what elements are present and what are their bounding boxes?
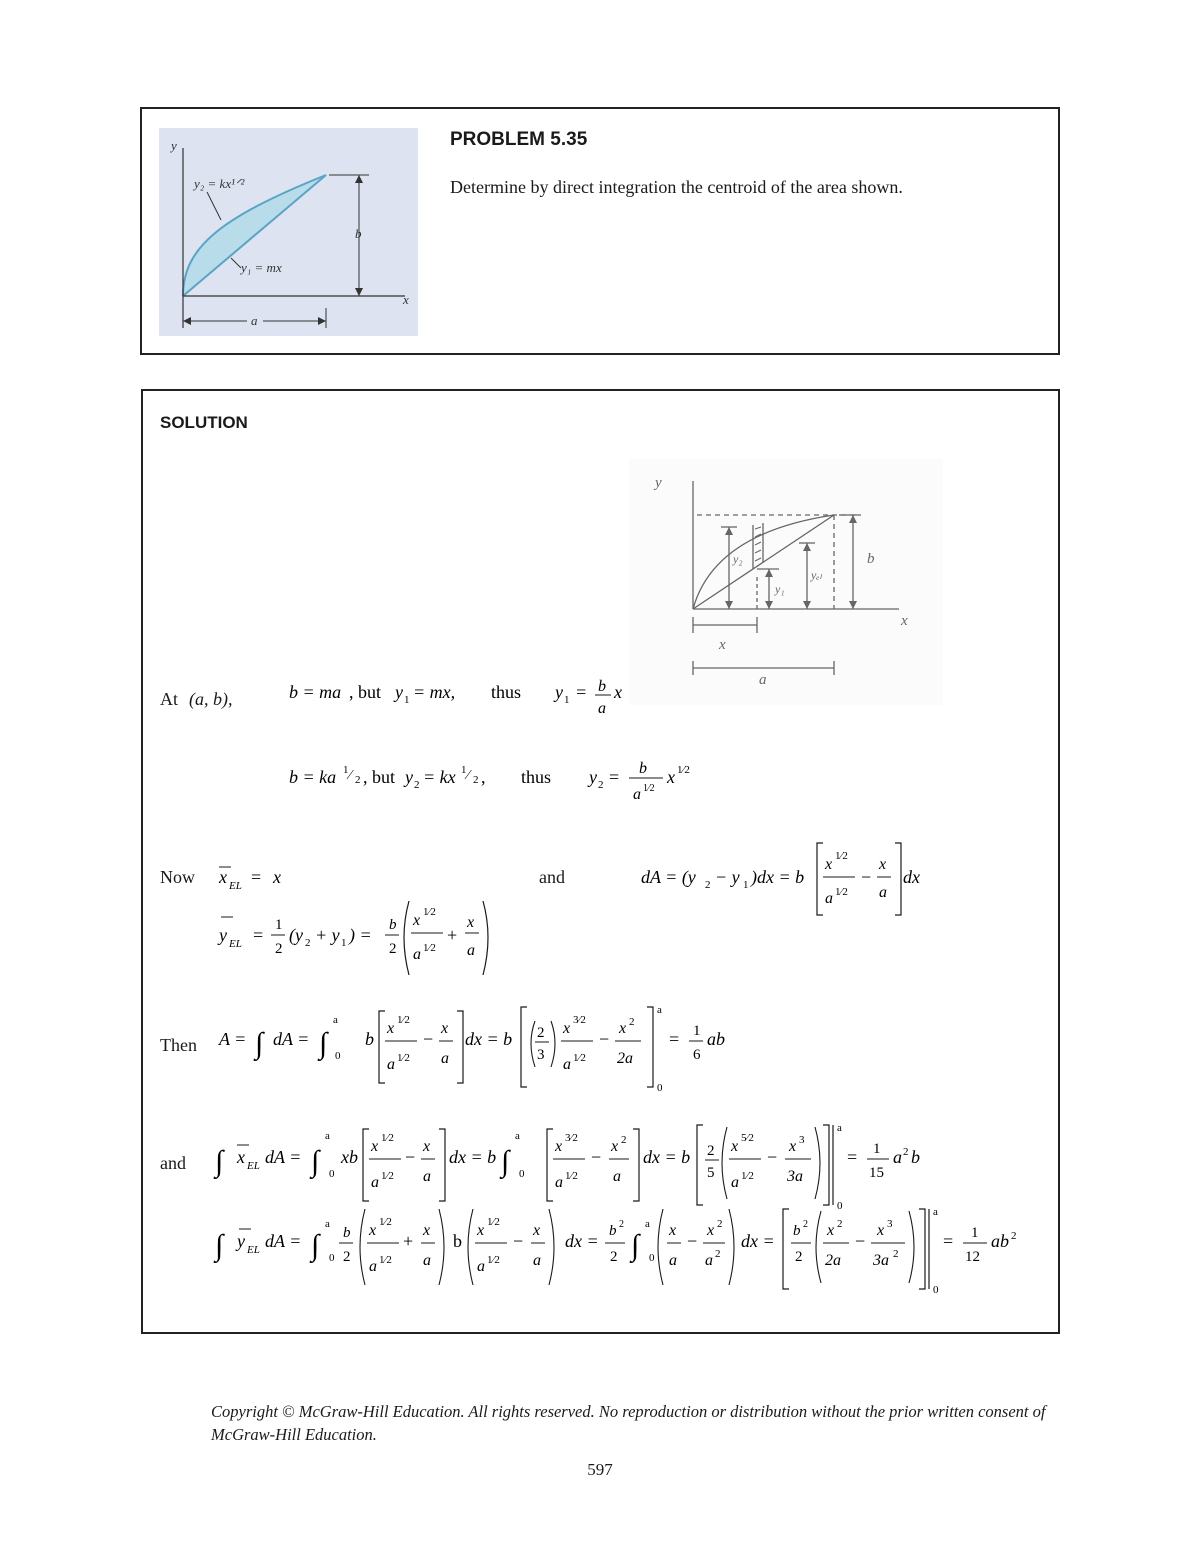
svg-text:+: + [447,925,458,945]
svg-text:2: 2 [343,1249,351,1265]
svg-text:∫: ∫ [215,1145,224,1178]
svg-text:x: x [789,1138,797,1155]
svg-text:∫: ∫ [501,1145,510,1178]
svg-text:3⁄2: 3⁄2 [573,1014,586,1026]
svg-text:2: 2 [355,774,361,786]
svg-text:=: = [251,867,262,887]
svg-text:dx = b: dx = b [465,1029,513,1049]
svg-text:b = ma: b = ma [289,682,342,702]
svg-text:0: 0 [329,1252,335,1264]
svg-text:a: a [371,1174,379,1191]
svg-text:a: a [325,1130,330,1142]
sketch-y-axis-label: y [655,475,662,491]
svg-text:+: + [403,1231,414,1251]
svg-text:a: a [369,1258,377,1275]
svg-text:b: b [365,1029,374,1049]
svg-text:)dx = b: )dx = b [751,867,805,887]
svg-text:0: 0 [837,1200,843,1211]
problem-statement: Determine by direct integration the centroid of the area shown. [450,177,903,197]
svg-text:a: a [515,1130,520,1142]
solution-sketch [629,459,943,705]
svg-text:1: 1 [343,764,349,776]
svg-text:y: y [405,767,413,787]
svg-text:a: a [893,1147,902,1167]
eq-yel [213,895,513,981]
svg-text:1⁄2: 1⁄2 [397,1014,410,1026]
svg-text:, but: , but [363,767,396,787]
svg-text:dA =: dA = [273,1029,310,1049]
svg-text:− y: − y [715,867,740,887]
svg-text:−: − [855,1231,866,1251]
svg-text:b: b [609,1223,617,1239]
svg-text:dx = b: dx = b [449,1147,497,1167]
svg-text:b: b [911,1147,920,1167]
svg-text:⁄: ⁄ [349,768,352,783]
svg-text:2: 2 [414,779,420,791]
svg-text:2: 2 [707,1143,715,1159]
fig-curve-upper-label: y₂ = kx¹ᐟ² [194,176,245,191]
svg-text:b = ka: b = ka [289,767,337,787]
svg-text:(y: (y [289,925,303,945]
svg-text:, but: , but [349,682,382,702]
svg-text:a: a [333,1014,338,1026]
svg-text:5: 5 [707,1165,715,1181]
svg-text:1: 1 [743,879,749,891]
svg-text:dx: dx [903,867,920,887]
svg-text:∫: ∫ [255,1027,264,1060]
svg-text:2: 2 [803,1219,808,1230]
svg-text:a: a [413,946,421,963]
svg-text:1⁄2: 1⁄2 [379,1254,392,1266]
svg-text:−: − [767,1147,778,1167]
svg-text:EL: EL [229,938,242,950]
svg-text:x: x [413,912,421,929]
sketch-label-a: a [759,672,767,688]
svg-text:x: x [555,1138,563,1155]
svg-text:1: 1 [693,1023,701,1039]
svg-text:6: 6 [693,1047,701,1063]
svg-text:∫: ∫ [319,1027,328,1060]
svg-text:2: 2 [715,1248,721,1260]
svg-text:5⁄2: 5⁄2 [741,1132,754,1144]
svg-text:a: a [837,1122,842,1134]
svg-text:x: x [237,1147,245,1167]
svg-text:a: a [598,700,606,717]
svg-text:3: 3 [537,1047,545,1063]
word-and-1: and [539,867,565,887]
word-now: Now [160,867,195,887]
svg-text:x: x [533,1222,541,1239]
svg-text:0: 0 [519,1168,525,1180]
svg-text:x: x [825,856,833,873]
svg-text:a: a [423,1168,431,1185]
svg-text:x: x [731,1138,739,1155]
svg-text:b: b [639,760,647,777]
fig-y-axis-label: y [171,138,177,153]
svg-text:1⁄2: 1⁄2 [835,886,848,898]
svg-text:0: 0 [335,1050,341,1062]
word-at: At [160,689,178,709]
svg-text:x: x [369,1222,377,1239]
svg-text:a: a [645,1218,650,1230]
svg-text:+ y: + y [315,925,340,945]
page-number: 597 [587,1460,613,1479]
word-point: (a, b), [189,689,233,709]
svg-text:dx =: dx = [565,1231,599,1251]
svg-text:2: 2 [629,1016,635,1028]
copyright-notice: Copyright © McGraw-Hill Education. All rights reserved. No reproduction or distribution without the prior written consent of McGraw-Hill Education. [211,1402,1046,1444]
sketch-x-axis-label: x [901,613,908,629]
svg-text:3: 3 [799,1134,805,1146]
svg-text:a: a [705,1252,713,1269]
svg-text:,: , [481,767,486,787]
svg-text:A =: A = [219,1029,247,1049]
svg-text:⁄: ⁄ [467,768,470,783]
svg-text:dA =: dA = [265,1231,302,1251]
problem-title: PROBLEM 5.35 [450,129,588,150]
svg-text:2: 2 [621,1134,627,1146]
sketch-label-yel: yₑₗ [811,568,822,582]
svg-text:2: 2 [619,1219,624,1230]
svg-text:dx = b: dx = b [643,1147,691,1167]
svg-text:x: x [611,1138,619,1155]
svg-text:15: 15 [869,1165,884,1181]
svg-text:2: 2 [473,774,479,786]
svg-text:1⁄2: 1⁄2 [487,1216,500,1228]
svg-text:= mx,: = mx, [413,682,456,702]
svg-text:y: y [237,1231,245,1251]
svg-text:−: − [599,1029,610,1049]
svg-text:1⁄2: 1⁄2 [741,1170,754,1182]
svg-text:1⁄2: 1⁄2 [423,906,436,918]
svg-text:x: x [477,1222,485,1239]
svg-text:=: = [575,682,588,702]
svg-text:a: a [467,942,475,959]
svg-text:−: − [513,1231,524,1251]
svg-text:0: 0 [649,1252,655,1264]
svg-text:x: x [879,856,887,873]
eq-y1 [283,676,643,726]
svg-text:= kx: = kx [423,767,456,787]
eq-y2 [283,747,723,809]
fig-dim-b: b [355,226,362,241]
problem-box [140,107,1060,355]
svg-text:−: − [405,1147,416,1167]
svg-text:1: 1 [873,1141,881,1157]
svg-text:x: x [669,1222,677,1239]
svg-text:1⁄2: 1⁄2 [381,1132,394,1144]
word-then: Then [160,1035,197,1055]
svg-text:3a: 3a [873,1252,889,1269]
svg-text:2: 2 [1011,1230,1017,1242]
svg-text:∫: ∫ [215,1229,224,1262]
sketch-label-x: x [719,637,726,653]
svg-text:a: a [325,1218,330,1230]
svg-text:∫: ∫ [631,1229,640,1262]
svg-text:a: a [825,890,833,907]
svg-text:b: b [793,1223,801,1239]
svg-text:y: y [219,925,227,945]
svg-text:x: x [707,1222,715,1239]
svg-text:2: 2 [705,879,711,891]
svg-text:2: 2 [795,1249,803,1265]
svg-text:0: 0 [657,1082,663,1093]
svg-text:a: a [933,1206,938,1218]
svg-text:=: = [847,1147,858,1167]
svg-text:x: x [387,1020,395,1037]
svg-text:3⁄2: 3⁄2 [565,1132,578,1144]
svg-text:b: b [343,1225,351,1241]
svg-text:dA = (y: dA = (y [641,867,696,887]
svg-text:1: 1 [404,694,410,706]
svg-text:a: a [533,1252,541,1269]
svg-text:2: 2 [610,1249,618,1265]
svg-text:xb: xb [341,1147,358,1167]
svg-text:b: b [598,678,606,695]
svg-text:a: a [441,1050,449,1067]
svg-text:1⁄2: 1⁄2 [643,783,655,794]
svg-text:b: b [453,1231,462,1251]
svg-text:2: 2 [598,779,604,791]
svg-text:12: 12 [965,1249,980,1265]
svg-text:=: = [253,925,264,945]
svg-text:x: x [441,1020,449,1037]
svg-text:∫: ∫ [311,1229,320,1262]
svg-text:dx =: dx = [741,1231,775,1251]
eq-dA [639,835,939,925]
svg-text:2: 2 [275,941,283,957]
svg-text:2: 2 [903,1146,909,1158]
svg-text:∫: ∫ [311,1145,320,1178]
svg-text:x: x [423,1222,431,1239]
svg-text:x: x [371,1138,379,1155]
word-and-2: and [160,1153,186,1173]
svg-text:ab: ab [707,1029,725,1049]
svg-text:2: 2 [537,1025,545,1041]
problem-figure [159,128,418,336]
svg-text:−: − [591,1147,602,1167]
svg-text:=: = [943,1231,954,1251]
svg-text:a: a [563,1056,571,1073]
sketch-label-b: b [867,551,875,567]
svg-text:1: 1 [341,937,347,949]
svg-text:EL: EL [229,880,242,892]
svg-text:−: − [423,1029,434,1049]
svg-text:1⁄2: 1⁄2 [565,1170,578,1182]
svg-text:x: x [273,867,281,887]
svg-text:a: a [731,1174,739,1191]
svg-text:1⁄2: 1⁄2 [677,764,690,776]
fig-x-axis-label: x [403,292,409,307]
svg-text:ab: ab [991,1231,1009,1251]
svg-text:3a: 3a [787,1168,803,1185]
svg-text:a: a [613,1168,621,1185]
sketch-label-y1: y₁ [775,582,785,596]
svg-text:a: a [423,1252,431,1269]
svg-text:y: y [395,682,403,702]
svg-text:EL: EL [247,1244,260,1256]
svg-text:a: a [633,786,641,803]
svg-text:thus: thus [491,682,522,702]
eq-area [217,1001,777,1093]
svg-text:x: x [667,767,675,787]
svg-text:x: x [219,867,227,887]
svg-text:1: 1 [564,694,570,706]
svg-text:1⁄2: 1⁄2 [381,1170,394,1182]
svg-text:x: x [877,1222,885,1239]
svg-text:−: − [861,867,872,887]
svg-text:2: 2 [717,1218,723,1230]
svg-text:=: = [669,1029,680,1049]
svg-text:a: a [669,1252,677,1269]
svg-text:1⁄2: 1⁄2 [397,1052,410,1064]
fig-curve-lower-label: y₁ = mx [241,260,282,275]
svg-text:a: a [879,884,887,901]
svg-text:x: x [467,914,475,931]
svg-text:1: 1 [275,917,283,933]
svg-text:EL: EL [247,1160,260,1172]
svg-text:0: 0 [933,1284,939,1295]
svg-text:1⁄2: 1⁄2 [573,1052,586,1064]
svg-text:y: y [555,682,563,702]
svg-text:1: 1 [461,764,467,776]
eq-xel-dA [213,1119,1013,1211]
svg-text:x: x [619,1020,627,1037]
svg-text:0: 0 [329,1168,335,1180]
svg-text:x: x [563,1020,571,1037]
svg-text:y: y [589,767,597,787]
svg-text:−: − [687,1231,698,1251]
svg-text:3: 3 [887,1218,893,1230]
svg-text:a: a [387,1056,395,1073]
svg-text:2a: 2a [617,1050,633,1067]
svg-text:x: x [423,1138,431,1155]
sketch-label-y2: y₂ [733,552,743,566]
svg-text:b: b [389,917,397,933]
svg-text:2: 2 [305,937,311,949]
svg-text:=: = [609,767,620,787]
svg-text:a: a [657,1004,662,1016]
svg-text:1⁄2: 1⁄2 [423,942,436,954]
svg-text:x: x [614,682,622,702]
svg-text:2: 2 [893,1248,899,1260]
svg-text:1⁄2: 1⁄2 [487,1254,500,1266]
svg-text:x: x [827,1222,835,1239]
fig-dim-a: a [251,313,258,328]
svg-text:2a: 2a [825,1252,841,1269]
svg-text:1⁄2: 1⁄2 [835,850,848,862]
svg-text:dA =: dA = [265,1147,302,1167]
solution-heading: SOLUTION [160,413,248,432]
svg-text:a: a [555,1174,563,1191]
svg-text:2: 2 [389,941,397,957]
svg-text:a: a [477,1258,485,1275]
solution-box [141,389,1060,1334]
svg-text:thus: thus [521,767,552,787]
svg-text:2: 2 [837,1218,843,1230]
svg-text:1⁄2: 1⁄2 [379,1216,392,1228]
eq-yel-dA [213,1203,1053,1295]
eq-xel [213,859,333,895]
svg-text:) =: ) = [349,925,372,945]
svg-text:1: 1 [971,1225,979,1241]
